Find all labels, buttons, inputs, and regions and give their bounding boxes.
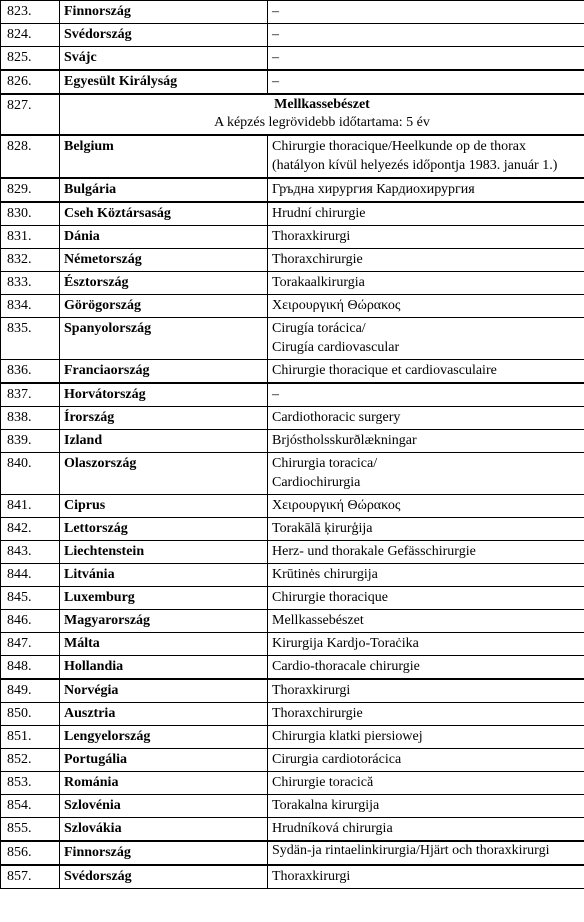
row-country: Finnország: [60, 1, 268, 24]
row-specialty-name: Thoraxchirurgie: [268, 703, 584, 726]
table-row: [1, 541, 584, 564]
row-country: Cseh Köztársaság: [60, 202, 268, 226]
row-specialty-name: Chirurgie toracică: [268, 772, 584, 795]
row-country: Spanyolország: [60, 318, 268, 360]
row-number: 825.: [1, 47, 60, 71]
row-specialty-name: Chirurgie thoracique: [268, 587, 584, 610]
table-row: [1, 360, 584, 384]
table-row: [1, 865, 584, 889]
table-row: [1, 272, 584, 295]
row-specialty-name: –: [268, 1, 584, 24]
section-header-body: [1, 94, 584, 135]
row-country: Málta: [60, 633, 268, 656]
row-country: Hollandia: [60, 656, 268, 680]
row-specialty-name: Torakālā ķirurģija: [268, 518, 584, 541]
row-country: Írország: [60, 407, 268, 430]
row-specialty-name: Torakaalkirurgia: [268, 272, 584, 295]
table-row: [1, 453, 584, 495]
table-row: [1, 633, 584, 656]
table-row: [1, 818, 584, 842]
table-row: [1, 430, 584, 453]
table-row: [1, 564, 584, 587]
row-number: 855.: [1, 818, 60, 842]
row-specialty-name: Χειρουργική Θώρακος: [268, 295, 584, 318]
row-country: Görögország: [60, 295, 268, 318]
row-number: 823.: [1, 1, 60, 24]
table-row: [1, 226, 584, 249]
row-country: Szlovénia: [60, 795, 268, 818]
row-number: 852.: [1, 749, 60, 772]
row-country: Románia: [60, 772, 268, 795]
section-header-cell: [60, 94, 584, 135]
row-specialty-name: Brjóstholsskurðlækningar: [268, 430, 584, 453]
row-number: 824.: [1, 24, 60, 47]
table-row: [1, 518, 584, 541]
row-specialty-name: –: [268, 383, 584, 407]
table-row: [1, 178, 584, 202]
table-row: [1, 135, 584, 178]
row-country: Németország: [60, 249, 268, 272]
row-country: Svédország: [60, 24, 268, 47]
row-specialty-name: Krūtinės chirurgija: [268, 564, 584, 587]
section-subtitle: A képzés legrövidebb időtartama: 5 év: [214, 115, 430, 130]
row-specialty-name: –: [268, 70, 584, 94]
section-header-row: [1, 94, 584, 135]
row-specialty-name: Thoraxkirurgi: [268, 865, 584, 889]
row-country: Luxemburg: [60, 587, 268, 610]
row-specialty-name: Thoraxkirurgi: [268, 679, 584, 703]
row-number: 849.: [1, 679, 60, 703]
row-number: 833.: [1, 272, 60, 295]
row-number: 854.: [1, 795, 60, 818]
row-country: Franciaország: [60, 360, 268, 384]
section-number: 827.: [1, 94, 60, 135]
row-specialty-name: Herz- und thorakale Gefässchirurgie: [268, 541, 584, 564]
row-specialty-name: Cardiothoracic surgery: [268, 407, 584, 430]
row-country: Izland: [60, 430, 268, 453]
table-row: [1, 318, 584, 360]
row-number: 831.: [1, 226, 60, 249]
table-row: [1, 703, 584, 726]
row-country: Norvégia: [60, 679, 268, 703]
table-row: [1, 587, 584, 610]
row-number: 851.: [1, 726, 60, 749]
table-row: [1, 70, 584, 94]
row-country: Lettország: [60, 518, 268, 541]
table-body-after: [1, 135, 584, 889]
row-country: Bulgária: [60, 178, 268, 202]
row-number: 836.: [1, 360, 60, 384]
row-specialty-name: Thoraxchirurgie: [268, 249, 584, 272]
row-specialty-name: Cirurgia cardiotorácica: [268, 749, 584, 772]
row-specialty-name: Гръдна хирургия Кардиохирургия: [268, 178, 584, 202]
row-specialty-name: Chirurgia toracica/ Cardiochirurgia: [268, 453, 584, 495]
row-specialty-name: Χειρουργική Θώρακος: [268, 495, 584, 518]
row-specialty-name: Sydän-ja rintaelinkirurgia/Hjärt och thoraxkirurgi: [268, 841, 584, 865]
row-number: 857.: [1, 865, 60, 889]
row-number: 843.: [1, 541, 60, 564]
row-country: Egyesült Királyság: [60, 70, 268, 94]
row-country: Szlovákia: [60, 818, 268, 842]
row-number: 844.: [1, 564, 60, 587]
table-row: [1, 656, 584, 680]
row-specialty-name: Hrudníková chirurgia: [268, 818, 584, 842]
table-row: [1, 726, 584, 749]
row-number: 845.: [1, 587, 60, 610]
row-specialty-name: Thoraxkirurgi: [268, 226, 584, 249]
row-number: 834.: [1, 295, 60, 318]
row-number: 829.: [1, 178, 60, 202]
row-specialty-name: Chirurgia klatki piersiowej: [268, 726, 584, 749]
row-specialty-name: –: [268, 24, 584, 47]
row-country: Lengyelország: [60, 726, 268, 749]
table-row: [1, 249, 584, 272]
row-specialty-name: Torakalna kirurgija: [268, 795, 584, 818]
row-specialty-name: Chirurgie thoracique et cardiovasculaire: [268, 360, 584, 384]
row-country: Svájc: [60, 47, 268, 71]
row-number: 853.: [1, 772, 60, 795]
row-number: 856.: [1, 841, 60, 865]
row-specialty-name: Chirurgie thoracique/Heelkunde op de thorax (hatályon kívül helyezés időpontja 1983. január 1.): [268, 135, 584, 178]
row-country: Ausztria: [60, 703, 268, 726]
row-specialty-name: Mellkassebészet: [268, 610, 584, 633]
table-row: [1, 383, 584, 407]
row-specialty-name: Cardio-thoracale chirurgie: [268, 656, 584, 680]
row-country: Liechtenstein: [60, 541, 268, 564]
table-row: [1, 295, 584, 318]
row-country: Magyarország: [60, 610, 268, 633]
table-row: [1, 795, 584, 818]
table-body-before: [1, 1, 584, 95]
table-row: [1, 1, 584, 24]
row-number: 840.: [1, 453, 60, 495]
table-row: [1, 772, 584, 795]
row-number: 826.: [1, 70, 60, 94]
row-country: Belgium: [60, 135, 268, 178]
row-specialty-name: Cirugía torácica/ Cirugía cardiovascular: [268, 318, 584, 360]
row-number: 830.: [1, 202, 60, 226]
row-number: 848.: [1, 656, 60, 680]
table-row: [1, 495, 584, 518]
table-row: [1, 679, 584, 703]
table-row: [1, 841, 584, 865]
row-country: Észtország: [60, 272, 268, 295]
row-number: 841.: [1, 495, 60, 518]
table-row: [1, 610, 584, 633]
row-specialty-name: –: [268, 47, 584, 71]
table-row: [1, 24, 584, 47]
row-number: 838.: [1, 407, 60, 430]
table-row: [1, 749, 584, 772]
row-country: Portugália: [60, 749, 268, 772]
row-number: 837.: [1, 383, 60, 407]
row-country: Svédország: [60, 865, 268, 889]
row-number: 846.: [1, 610, 60, 633]
table-row: [1, 407, 584, 430]
row-country: Horvátország: [60, 383, 268, 407]
section-title: Mellkassebészet: [274, 97, 370, 112]
table-row: [1, 202, 584, 226]
row-country: Dánia: [60, 226, 268, 249]
row-number: 839.: [1, 430, 60, 453]
row-country: Olaszország: [60, 453, 268, 495]
row-number: 850.: [1, 703, 60, 726]
row-number: 835.: [1, 318, 60, 360]
row-number: 847.: [1, 633, 60, 656]
table-row: [1, 47, 584, 71]
row-number: 828.: [1, 135, 60, 178]
row-country: Litvánia: [60, 564, 268, 587]
row-number: 832.: [1, 249, 60, 272]
row-country: Ciprus: [60, 495, 268, 518]
row-country: Finnország: [60, 841, 268, 865]
row-specialty-name: Kirurgija Kardjo-Toraċika: [268, 633, 584, 656]
row-specialty-name: Hrudní chirurgie: [268, 202, 584, 226]
row-number: 842.: [1, 518, 60, 541]
